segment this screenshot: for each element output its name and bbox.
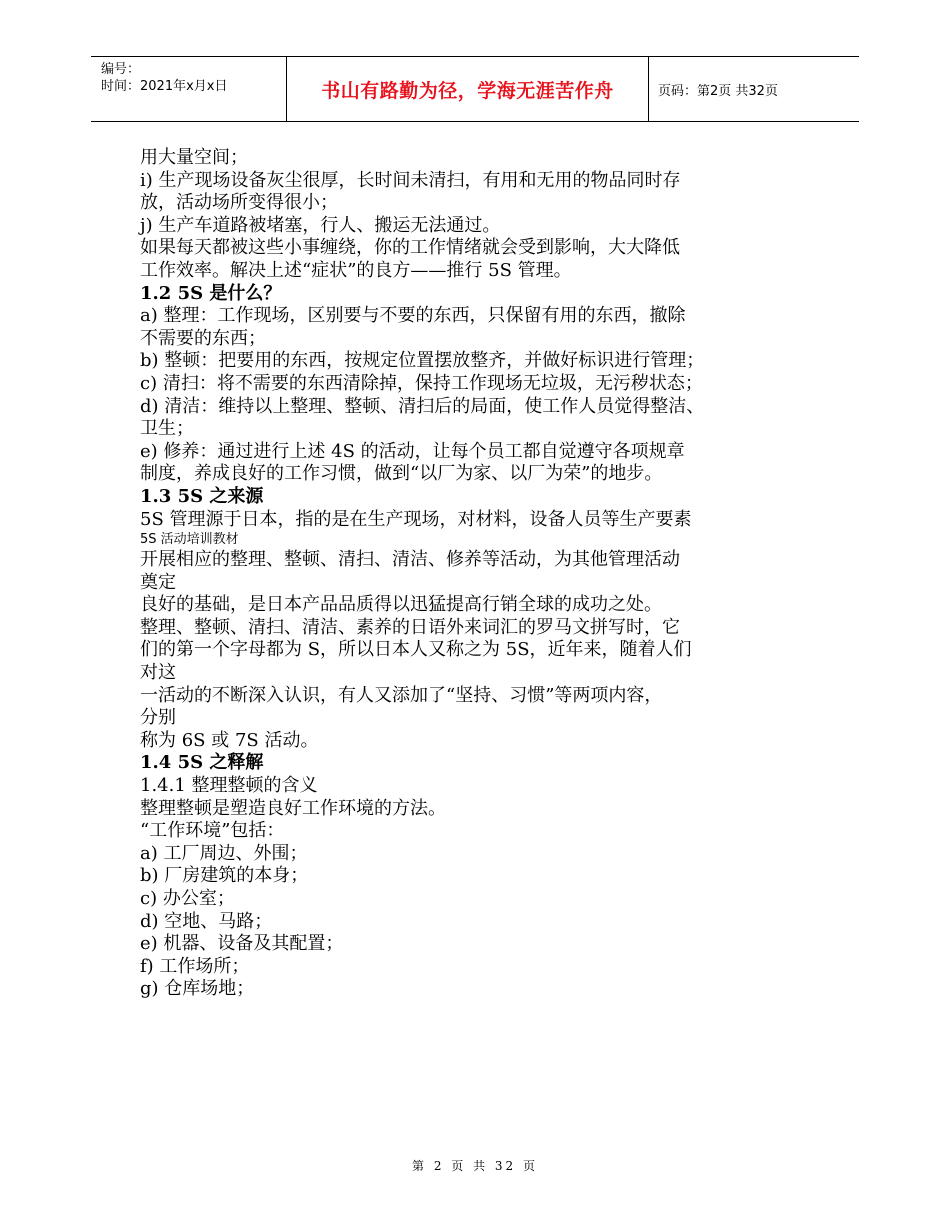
text-line: i) 生产现场设备灰尘很厚，长时间未清扫，有用和无用的物品同时存: [140, 169, 681, 191]
text-line: 整理、整顿、清扫、清洁、素养的日语外来词汇的罗马文拼写时，它: [140, 616, 680, 638]
text-line: 用大量空间；: [140, 147, 248, 168]
text-line: 一活动的不断深入认识，有人又添加了“坚持、习惯”等两项内容，: [140, 684, 663, 706]
text-line: e) 修养：通过进行上述 4S 的活动，让每个员工都自觉遵守各项规章: [140, 440, 685, 462]
section-heading: 1.4 5S 之释解: [140, 752, 264, 774]
page-header: [91, 56, 859, 122]
text-line: 们的第一个字母都为 S，所以日本人又称之为 5S，近年来，随着人们: [140, 639, 692, 661]
document-time: 时间：2021年x月x日: [101, 79, 228, 94]
text-line: 奠定: [140, 571, 176, 593]
list-item: a) 工厂周边、外围；: [140, 842, 308, 864]
text-line: a) 整理：工作现场，区别要与不要的东西，只保留有用的东西，撤除: [140, 305, 686, 327]
text-line: 整理整顿是塑造良好工作环境的方法。: [140, 797, 446, 819]
text-line: 5S 管理源于日本，指的是在生产现场，对材料，设备人员等生产要素: [140, 508, 692, 530]
text-line: b) 整顿：把要用的东西，按规定位置摆放整齐，并做好标识进行管理；: [140, 350, 705, 372]
text-line: 分别: [140, 707, 176, 729]
list-item: d) 空地、马路；: [140, 910, 273, 932]
header-page-info: 页码：第2页 共32页: [658, 83, 778, 99]
text-line: 对这: [140, 662, 176, 684]
text-line: 如果每天都被这些小事缠绕，你的工作情绪就会受到影响，大大降低: [140, 237, 680, 259]
text-line: 开展相应的整理、整顿、清扫、清洁、修养等活动，为其他管理活动: [140, 549, 680, 571]
list-item: g) 仓库场地；: [140, 978, 255, 1000]
text-line: 工作效率。解决上述“症状”的良方——推行 5S 管理。: [140, 259, 572, 281]
header-meta: [91, 57, 286, 121]
text-line: 卫生；: [140, 418, 194, 440]
inline-caption: 5S 活动培训教材: [140, 532, 239, 548]
page-footer: 第 2 页 共 32 页: [412, 1159, 538, 1173]
document-body: [140, 147, 820, 1001]
text-line: 良好的基础，是日本产品品质得以迅猛提高行销全球的成功之处。: [140, 594, 662, 616]
text-line: d) 清洁：维持以上整理、整顿、清扫后的局面，使工作人员觉得整洁、: [140, 395, 705, 417]
section-heading: 1.3 5S 之来源: [140, 485, 264, 507]
text-line: 制度，养成良好的工作习惯，做到“以厂为家、以厂为荣”的地步。: [140, 463, 663, 485]
list-item: c) 办公室；: [140, 888, 235, 909]
list-item: e) 机器、设备及其配置；: [140, 933, 344, 955]
text-line: 放，活动场所变得很小；: [140, 192, 338, 214]
text-line: 不需要的东西；: [140, 327, 266, 349]
header-slogan: 书山有路勤为径，学海无涯苦作舟: [286, 57, 649, 121]
list-item: b) 厂房建筑的本身；: [140, 865, 309, 887]
section-heading: 1.2 5S 是什么？: [140, 282, 282, 304]
text-line: “工作环境”包括：: [140, 820, 285, 842]
text-line: j) 生产车道路被堵塞，行人、搬运无法通过。: [140, 214, 501, 236]
text-line: 称为 6S 或 7S 活动。: [140, 729, 319, 751]
document-number-label: 编号：: [101, 62, 141, 77]
list-item: f) 工作场所；: [140, 955, 250, 977]
subsection-heading: 1.4.1 整理整顿的含义: [140, 775, 318, 797]
text-line: c) 清扫：将不需要的东西清除掉，保持工作现场无垃圾，无污秽状态；: [140, 372, 703, 394]
